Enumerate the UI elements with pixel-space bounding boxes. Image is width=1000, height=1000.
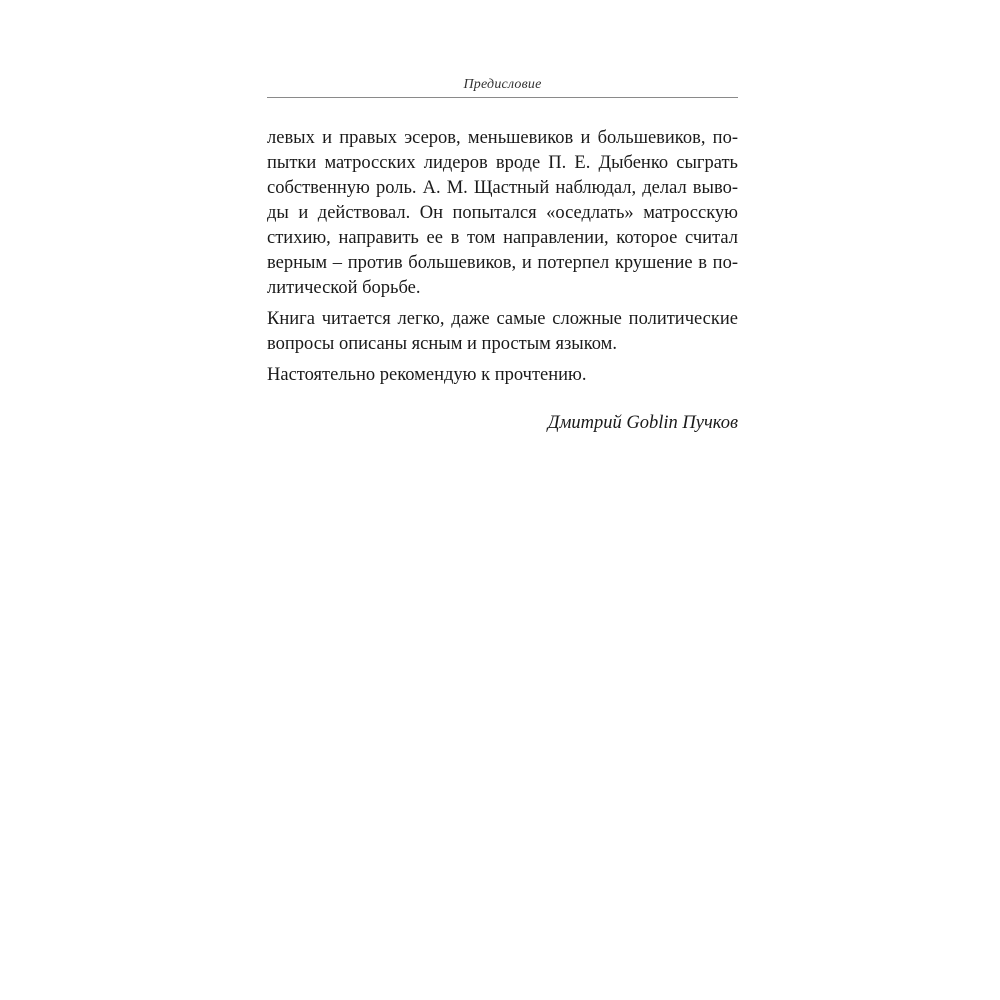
text-line: собственную роль. А. М. Щастный наблюдал, делал выво- [267, 178, 738, 198]
text-line: Книга читается легко, даже самые сложные политические [267, 309, 738, 329]
text-line: левых и правых эсеров, меньшевиков и большевиков, по- [267, 128, 738, 148]
text-line: пытки матросских лидеров вроде П. Е. Дыбенко сыграть [267, 153, 738, 173]
text-line: верным – против большевиков, и потерпел крушение в по- [267, 253, 738, 273]
text-line: вопросы описаны ясным и простым языком. [267, 334, 617, 354]
paragraph [267, 126, 738, 301]
text-line: Настоятельно рекомендую к прочтению. [267, 365, 587, 385]
body-text [267, 126, 738, 388]
paragraph [267, 363, 738, 388]
header-rule [267, 97, 738, 98]
paragraph [267, 307, 738, 357]
text-line: литической борьбе. [267, 278, 421, 298]
text-line: стихию, направить ее в том направлении, которое считал [267, 228, 738, 248]
author-signature: Дмитрий Goblin Пучков [547, 413, 738, 433]
running-head-title: Предисловие [463, 77, 542, 92]
text-line: ды и действовал. Он попытался «оседлать» матросскую [267, 203, 738, 223]
